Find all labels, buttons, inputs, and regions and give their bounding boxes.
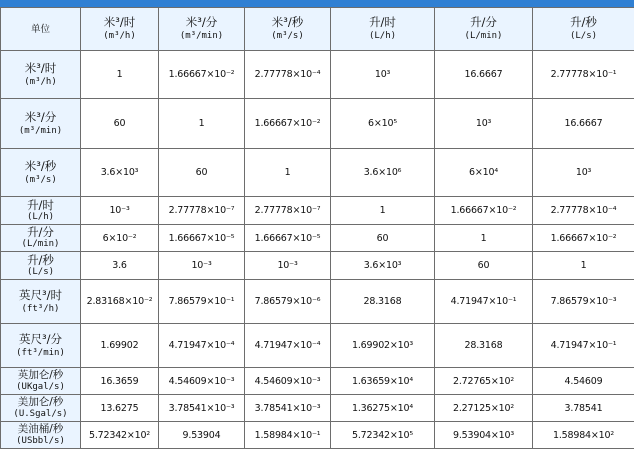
- table-cell: 5.72342×10²: [81, 422, 159, 449]
- table-cell: 1.66667×10⁻⁵: [245, 225, 331, 252]
- table-cell: 1.36275×10⁴: [331, 395, 435, 422]
- row-unit: (L/s): [26, 266, 55, 277]
- table-cell: 16.6667: [533, 99, 634, 149]
- table-cell: 6×10⁻²: [81, 225, 159, 252]
- row-unit: (UKgal/s): [16, 382, 65, 392]
- table-cell: 10³: [533, 149, 634, 197]
- table-cell: 2.77778×10⁻⁴: [533, 197, 634, 225]
- row-unit: (ft³/min): [16, 347, 65, 358]
- row-unit: (m³/s): [24, 174, 57, 185]
- table-cell: 3.6×10³: [81, 149, 159, 197]
- table-cell: 16.6667: [435, 51, 533, 99]
- table-cell: 1: [245, 149, 331, 197]
- table-cell: 1: [159, 99, 245, 149]
- table-row: [1, 51, 634, 99]
- table-row: [1, 149, 634, 197]
- header-col-label: 升/分: [470, 15, 497, 29]
- row-label: 米³/秒: [24, 158, 57, 173]
- header-col-label: 升/秒: [570, 15, 597, 29]
- table-cell: 4.71947×10⁻¹: [435, 280, 533, 324]
- table-row: [1, 280, 634, 324]
- table-cell: 10⁻³: [245, 252, 331, 280]
- table-row: [1, 225, 634, 252]
- table-row: [1, 422, 634, 449]
- conversion-table: [0, 7, 634, 449]
- table-row: [1, 252, 634, 280]
- table-cell: 1.63659×10⁴: [331, 368, 435, 395]
- table-cell: 60: [435, 252, 533, 280]
- row-unit: (m³/min): [18, 125, 63, 136]
- table-cell: 5.72342×10⁵: [331, 422, 435, 449]
- table-cell: 6×10⁴: [435, 149, 533, 197]
- table-cell: 3.78541: [533, 395, 634, 422]
- row-label: 升/秒: [27, 252, 54, 267]
- table-cell: 2.77778×10⁻⁷: [159, 197, 245, 225]
- header-col-label: 米³/分: [185, 15, 218, 29]
- row-header: [1, 368, 81, 395]
- row-unit: (USbbl/s): [16, 436, 65, 446]
- row-header: [1, 225, 81, 252]
- header-col-unit: (m³/h): [103, 31, 136, 41]
- row-header: [1, 149, 81, 197]
- table-cell: 2.72765×10²: [435, 368, 533, 395]
- header-col-unit: (m³/min): [179, 31, 224, 41]
- table-cell: 60: [331, 225, 435, 252]
- row-label: 美油桶/秒: [17, 423, 64, 435]
- header-col-m3-per-sec: [245, 8, 331, 51]
- header-col-l-per-min: [435, 8, 533, 51]
- row-header: [1, 324, 81, 368]
- table-cell: 60: [159, 149, 245, 197]
- table-cell: 28.3168: [331, 280, 435, 324]
- table-cell: 2.77778×10⁻¹: [533, 51, 634, 99]
- table-cell: 3.6×10³: [331, 252, 435, 280]
- table-cell: 3.6: [81, 252, 159, 280]
- row-unit: (L/min): [21, 239, 60, 249]
- table-cell: 3.78541×10⁻³: [245, 395, 331, 422]
- row-label: 美加仑/秒: [17, 396, 64, 408]
- table-cell: 1.69902: [81, 324, 159, 368]
- header-col-label: 升/时: [369, 15, 396, 29]
- table-cell: 4.71947×10⁻⁴: [159, 324, 245, 368]
- header-col-l-per-hour: [331, 8, 435, 51]
- header-col-unit: (L/h): [368, 31, 397, 41]
- row-unit: (U.Sgal/s): [13, 409, 68, 419]
- table-cell: 1.58984×10²: [533, 422, 634, 449]
- table-cell: 1.66667×10⁻²: [159, 51, 245, 99]
- row-header: [1, 197, 81, 225]
- table-cell: 1: [81, 51, 159, 99]
- table-cell: 10³: [331, 51, 435, 99]
- table-cell: 4.54609: [533, 368, 634, 395]
- table-cell: 1: [533, 252, 634, 280]
- table-cell: 9.53904×10³: [435, 422, 533, 449]
- table-cell: 4.54609×10⁻³: [159, 368, 245, 395]
- table-cell: 2.77778×10⁻⁷: [245, 197, 331, 225]
- table-cell: 1.58984×10⁻¹: [245, 422, 331, 449]
- row-label: 米³/时: [24, 60, 57, 75]
- header-col-unit: (L/min): [464, 31, 503, 41]
- header-col-m3-per-hour: [81, 8, 159, 51]
- row-header: [1, 252, 81, 280]
- row-label: 米³/分: [24, 109, 57, 124]
- header-col-m3-per-min: [159, 8, 245, 51]
- table-cell: 6×10⁵: [331, 99, 435, 149]
- table-cell: 7.86579×10⁻³: [533, 280, 634, 324]
- table-cell: 16.3659: [81, 368, 159, 395]
- table-row: [1, 99, 634, 149]
- table-cell: 7.86579×10⁻⁶: [245, 280, 331, 324]
- table-cell: 4.71947×10⁻¹: [533, 324, 634, 368]
- table-cell: 13.6275: [81, 395, 159, 422]
- table-cell: 7.86579×10⁻¹: [159, 280, 245, 324]
- table-cell: 1: [331, 197, 435, 225]
- row-label: 升/时: [27, 197, 54, 212]
- header-col-label: 米³/时: [103, 15, 136, 29]
- table-cell: 1.66667×10⁻⁵: [159, 225, 245, 252]
- header-col-unit: (L/s): [569, 31, 598, 41]
- table-cell: 10⁻³: [159, 252, 245, 280]
- table-cell: 3.78541×10⁻³: [159, 395, 245, 422]
- header-row: [1, 8, 634, 51]
- table-row: [1, 395, 634, 422]
- row-unit: (ft³/h): [21, 303, 60, 314]
- table-row: [1, 197, 634, 225]
- table-cell: 3.6×10⁶: [331, 149, 435, 197]
- table-cell: 1.69902×10³: [331, 324, 435, 368]
- table-cell: 1.66667×10⁻²: [533, 225, 634, 252]
- row-header: [1, 99, 81, 149]
- table-row: [1, 368, 634, 395]
- row-label: 英尺³/时: [19, 287, 62, 302]
- table-cell: 2.83168×10⁻²: [81, 280, 159, 324]
- table-cell: 10⁻³: [81, 197, 159, 225]
- table-cell: 60: [81, 99, 159, 149]
- table-cell: 2.77778×10⁻⁴: [245, 51, 331, 99]
- row-header: [1, 280, 81, 324]
- table-cell: 28.3168: [435, 324, 533, 368]
- row-header: [1, 395, 81, 422]
- header-col-unit: (m³/s): [271, 31, 304, 41]
- table-cell: 4.54609×10⁻³: [245, 368, 331, 395]
- table-cell: 1: [435, 225, 533, 252]
- row-unit: (m³/h): [24, 76, 57, 87]
- header-col-l-per-sec: [533, 8, 634, 51]
- row-header: [1, 51, 81, 99]
- row-header: [1, 422, 81, 449]
- table-cell: 2.27125×10²: [435, 395, 533, 422]
- table-row: [1, 324, 634, 368]
- row-unit: (L/h): [26, 211, 55, 222]
- header-corner: 单位: [1, 8, 81, 51]
- table-cell: 9.53904: [159, 422, 245, 449]
- row-label: 英尺³/分: [19, 331, 62, 346]
- table-title-bar: [0, 0, 634, 7]
- table-cell: 4.71947×10⁻⁴: [245, 324, 331, 368]
- table-cell: 1.66667×10⁻²: [435, 197, 533, 225]
- header-col-label: 米³/秒: [271, 15, 304, 29]
- table-cell: 10³: [435, 99, 533, 149]
- row-label: 升/分: [27, 225, 54, 239]
- table-cell: 1.66667×10⁻²: [245, 99, 331, 149]
- row-label: 英加仑/秒: [17, 369, 64, 381]
